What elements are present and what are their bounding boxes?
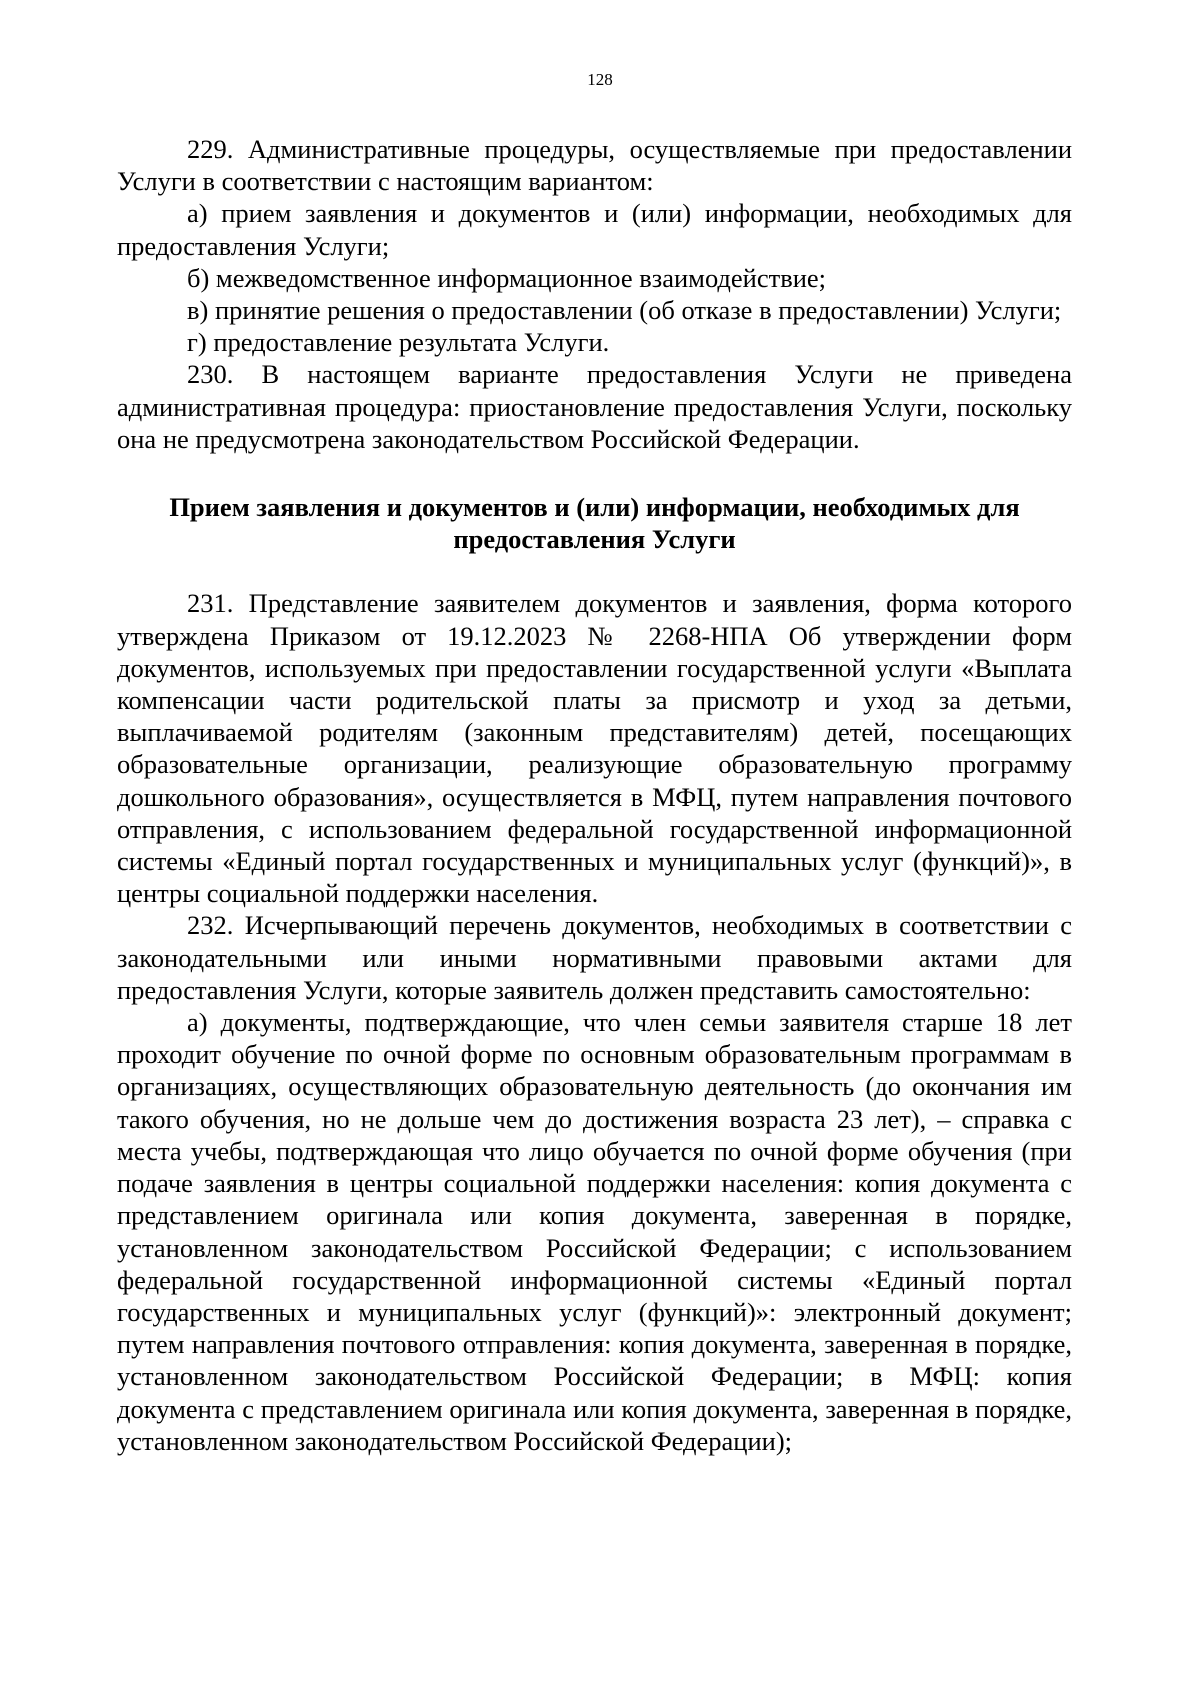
document-body [117, 133, 1072, 1457]
list-item-g: г) предоставление результата Услуги. [187, 327, 610, 358]
paragraph-231: 231. Представление заявителем документов и заявления, форма которого утверждена Приказом от 19.12.2023 № 2268-НПА Об утверждении форм документов, используемых при предоставлении государственной услуги «Выплата компенсации части родительской платы за присмотр и уход за детьми, выплачиваемой родителям (законным представителям) детей, посещающих образовательные организации, реализующие образовательную программу дошкольного образования», осуществляется в МФЦ, путем направления почтового отправления, с использованием федеральной государственной информационной системы «Единый портал государственных и муниципальных услуг (функций)», в центры социальной поддержки населения. [117, 588, 1072, 909]
page-number: 128 [587, 70, 613, 89]
paragraph-230: 230. В настоящем варианте предоставления Услуги не приведена административная процедура: приостановление предоставления Услуги, поскольку она не предусмотрена законодательством Российской Федерации. [117, 359, 1072, 454]
list-item-a: а) прием заявления и документов и (или) информации, необходимых для предоставления Услуги; [117, 198, 1072, 261]
paragraph-229: 229. Административные процедуры, осуществляемые при предоставлении Услуги в соответствии с настоящим вариантом: [117, 134, 1072, 197]
section-heading: Прием заявления и документов и (или) информации, необходимых для предоставления Услуги [169, 492, 1020, 555]
list-item-v: в) принятие решения о предоставлении (об отказе в предоставлении) Услуги; [187, 295, 1062, 326]
paragraph-232: 232. Исчерпывающий перечень документов, необходимых в соответствии с законодательными или иными нормативными правовыми актами для предоставления Услуги, которые заявитель должен представить самостоятельно: [117, 910, 1072, 1005]
list-item-b: б) межведомственное информационное взаимодействие; [187, 262, 827, 293]
list-item-a-documents: а) документы, подтверждающие, что член семьи заявителя старше 18 лет проходит обучение по очной форме по основным образовательным программам в организациях, осуществляющих образовательную деятельность (до окончания им такого обучения, но не дольше чем до достижения возраста 23 лет), – справка с места учебы, подтверждающая что лицо обучается по очной форме обучения (при подаче заявления в центры социальной поддержки населения: копия документа с представлением оригинала или копия документа, заверенная в порядке, установленном законодательством Российской Федерации; с использованием федеральной государственной информационной системы «Единый портал государственных и муниципальных услуг (функций)»: электронный документ; путем направления почтового отправления: копия документа, заверенная в порядке, установленном законодательством Российской Федерации; в МФЦ: копия документа с представлением оригинала или копия документа, заверенная в порядке, установленном законодательством Российской Федерации); [117, 1007, 1072, 1456]
